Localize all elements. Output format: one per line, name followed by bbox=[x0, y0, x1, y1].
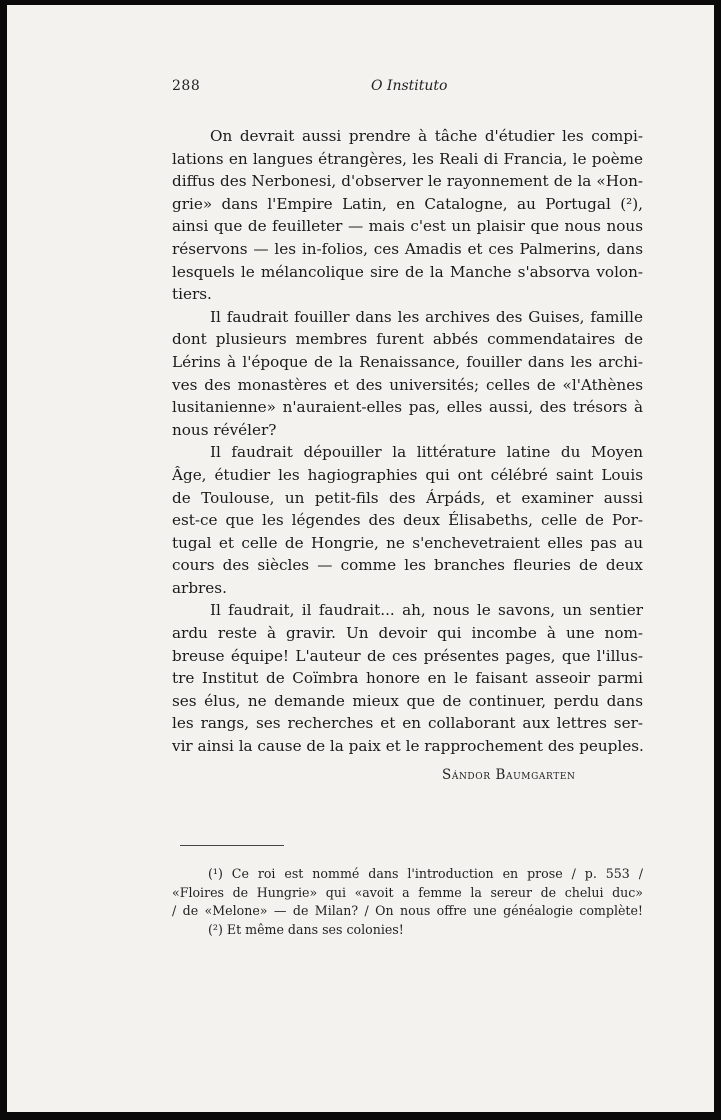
page-number: 288 bbox=[172, 78, 201, 94]
text-line: diffus des Nerbonesi, d'observer le rayonnement de la «Hon- bbox=[172, 172, 643, 191]
text-line: Il faudrait, il faudrait... ah, nous le savons, un sentier bbox=[210, 601, 643, 620]
text-line: réservons — les in-folios, ces Amadis et ces Palmerins, dans bbox=[172, 239, 643, 258]
text-line: ves des monastères et des universités; celles de «l'Athènes bbox=[172, 375, 643, 394]
footnote-line: «Floires de Hungrie» qui «avoit a femme la sereur de chelui duc» bbox=[172, 884, 643, 900]
paragraph-1 bbox=[172, 125, 643, 306]
text-line: cours des siècles — comme les branches fleuries de deux bbox=[172, 556, 643, 575]
footnote-line: / de «Melone» — de Milan? / On nous offre une généalogie complète! bbox=[172, 903, 643, 919]
text-line: lusitanienne» n'auraient-elles pas, elles aussi, des trésors à bbox=[172, 398, 643, 417]
author-signature: Sándor Baumgarten bbox=[442, 767, 576, 783]
text-line: Il faudrait dépouiller la littérature latine du Moyen bbox=[210, 443, 643, 462]
text-line: ses élus, ne demande mieux que de continuer, perdu dans bbox=[172, 691, 643, 710]
text-line: tugal et celle de Hongrie, ne s'enchevetraient elles pas au bbox=[172, 533, 643, 552]
text-line: Lérins à l'époque de la Renaissance, fouiller dans les archi- bbox=[172, 352, 643, 371]
paragraph-4 bbox=[172, 599, 643, 757]
footnote-line: (²) Et même dans ses colonies! bbox=[208, 921, 404, 937]
footnotes bbox=[172, 865, 643, 939]
text-line: nous révéler? bbox=[172, 420, 277, 439]
paragraph-3 bbox=[172, 441, 643, 599]
text-line: On devrait aussi prendre à tâche d'étudier les compi- bbox=[210, 127, 643, 145]
text-line: lesquels le mélancolique sire de la Manche s'absorva volon- bbox=[172, 262, 643, 281]
text-line: ardu reste à gravir. Un devoir qui incombe à une nom- bbox=[172, 624, 643, 643]
running-title: O Instituto bbox=[371, 78, 448, 94]
page-header bbox=[7, 78, 714, 100]
text-line: tiers. bbox=[172, 285, 212, 304]
text-line: arbres. bbox=[172, 578, 227, 597]
text-line: ainsi que de feuilleter — mais c'est un plaisir que nous nous bbox=[172, 217, 643, 236]
text-line: vir ainsi la cause de la paix et le rapprochement des peuples. bbox=[172, 737, 644, 756]
text-line: Âge, étudier les hagiographies qui ont célébré saint Louis bbox=[172, 465, 643, 484]
body-text bbox=[172, 125, 643, 758]
text-line: est-ce que les légendes des deux Élisabeths, celle de Por- bbox=[172, 511, 643, 530]
text-line: de Toulouse, un petit-fils des Árpáds, et examiner aussi bbox=[172, 488, 643, 507]
text-line: dont plusieurs membres furent abbés commendataires de bbox=[172, 330, 643, 349]
footnote-divider bbox=[180, 845, 284, 846]
paragraph-2 bbox=[172, 306, 643, 442]
text-line: tre Institut de Coïmbra honore en le faisant asseoir parmi bbox=[172, 669, 643, 688]
text-line: breuse équipe! L'auteur de ces présentes pages, que l'illus- bbox=[172, 646, 643, 665]
text-line: Il faudrait fouiller dans les archives des Guises, famille bbox=[210, 307, 643, 326]
text-line: grie» dans l'Empire Latin, en Catalogne, au Portugal (²), bbox=[172, 194, 643, 213]
book-page bbox=[7, 5, 714, 1112]
text-line: les rangs, ses recherches et en collaborant aux lettres ser- bbox=[172, 714, 643, 733]
text-line: lations en langues étrangères, les Reali di Francia, le poème bbox=[172, 149, 643, 168]
footnote-line: (¹) Ce roi est nommé dans l'introduction en prose / p. 553 / bbox=[208, 866, 643, 881]
